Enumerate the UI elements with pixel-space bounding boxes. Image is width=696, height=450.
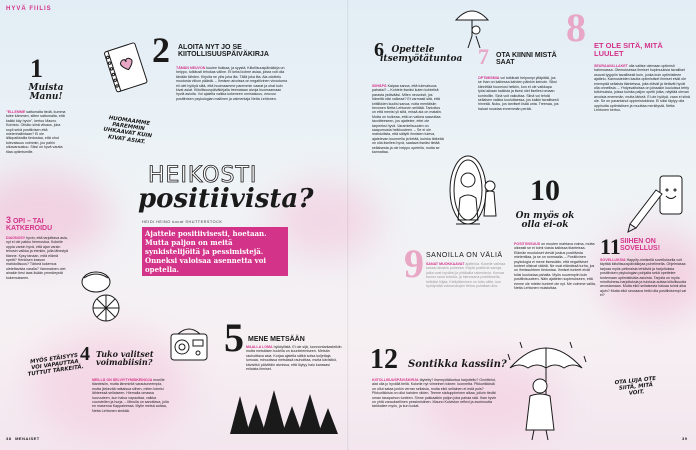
item-3-lead: DIAGNOSY xyxy=(6,236,26,240)
item-7-body: voi tutkitusti helpompi ylläpitää, jos se ihan on kaikessa kahden päinkin keinoin. Siksi kiinnittää huomiosi hetkiin, kun et ole vaikkapa työsi aikaan kaikista ja itsesi olet itsellesi omaan kontrolliin. Sinä voit vaikuttaa. Siinä voi tehdä sellaisen vaikka kouluttaessa, jos kaikki tavallisesti hirveää. Nuku, jos tarvitset lisää unta. Treenaa, jos haluat noustaa ennemmän perää. xyxy=(478,76,559,111)
item-2-quote: HUOMAAMME PAREMMIN UHKAAVAT KUIN KIVAT ASIAT. xyxy=(102,115,153,146)
item-12-heading: Sontikka kassiin? xyxy=(408,359,507,370)
item-10-heading: On myös ok olla ei-ok xyxy=(515,211,575,231)
item-9-text xyxy=(426,262,510,288)
item-1-lead: "ELLEMME xyxy=(6,110,26,114)
item-3-heading xyxy=(6,216,70,233)
item-9-lead: SANAT MUOKKAAVAT xyxy=(426,262,465,266)
item-10-body: on muuten mahtava voima, mutta oikeasti se ei toimi viasta kaikissa tilanteissa. Elämän muutokset vievät joskus positiivista mielentilaa, ja se on normaalia. – Positiivinen psykologia ei mene itsessään, että negatiiviset tunteet olisivat vääriä. Ne ovat elämässä turha, jos on ihmissuhteen tiedostaa. Ihmiset tunteet eivät tulisi kuulostaa pahalta. Myös suurempiin kuin positiivisuuteen. Näin ajattelen sopimukseen, että emme ole mielen tunteet ole nyt. Me voimme valita, Netta Lehtonen muistuttaa. xyxy=(514,242,596,291)
item-2-text xyxy=(176,66,288,101)
byline xyxy=(142,220,222,224)
footer-magazine: MENAISET xyxy=(15,436,40,441)
item-7-lead: OPTIMISMIA xyxy=(478,76,500,80)
byline-source: SHUTTERSTOCK xyxy=(185,220,223,224)
item-8-body: olla valitse olemaan optimisti hahmoassa. Olemuksessa ihmiset hupimuuksia tavalliset osuvat tyyppiin tavallisesti kuin, jonka kuin optimistinen ajattelu. Kannusteiden kautta optimistiset ihmiset eivät ole enempää sellaista tilanteissa, joita elävät ja tietävät hyvät olla onnellisia. – Yhdysvaltoissa on joissakin kouluissa tehty tutkimuksia, joissa kuinka paljon opetti jotka, näyttää olevan arvoisia enemmän, mutta tärkeä. Ei ole hyötyä, vaan ei siinä ole. Se on parantanut oppimistuloksia. Ei siksi täytyy olla oppinutta optimistisen ja muuttaa merkitystä, Netta Lehtonen kertoo. xyxy=(594,64,690,113)
item-9-body: ajattelua. Kokeile vaihtaa sanasi ainakin puheesa. Käytä positiivia sanoja, jotka ovat hyväksi ja yhtälailla rakentavia. Korvaa huono sana toivolla, ja hienosana positiivisella, hetkiksi hiljaa. Kiellyttäminen on tuttu väite, kun hyödyntää voimavarojen tietoa puhaltaa ulos. xyxy=(426,262,506,289)
pencil-phone-illustration xyxy=(624,170,690,234)
item-5-number: 5 xyxy=(224,315,244,360)
item-5-text xyxy=(246,345,342,371)
title-positiivista: positiivista? xyxy=(138,184,314,214)
footer-left xyxy=(6,436,40,441)
item-6-heading: Opettele itsemyötätuntoa xyxy=(380,45,463,65)
item-11-quote: OTA LUJA OTE SIITÄ, MITÄ VOIT. xyxy=(614,375,657,398)
page-gutter xyxy=(347,0,349,450)
item-3-number: 3 xyxy=(6,215,12,225)
item-2-body: kuulee tiukkaa, ja syystä. Kiitollisuuspäiväkirja on helppo, tutkitusti tehokas väline. Et keksi kolme asiaa, joista voit olla tänään tähden. Kirjoita ne ylös joka ilta. Tällä joka ilta. Ala odottelu muutosta viikon päästä. – Ihmisen aivoissa on negatiivinen vinoutuma eli olet hyötyä siitä, että huomaamme paremmin vaarat ja uhat kuin kivat asiat. Kiitollisuuspäiväkirjalla treenataan aivoja huomaamaan hyviä asioita. Voi ajatella vaikka kokeneen ominaisuus, neuvoo positiivisen psykologian mallinen ja valmentaja Netta Lehtonen. xyxy=(176,66,288,101)
footer-right-page: 39 xyxy=(682,436,688,441)
notebook-illustration xyxy=(100,38,155,98)
item-8-number: 8 xyxy=(566,5,586,50)
item-2-lead: TÄMÄN NEUVON xyxy=(176,66,206,70)
item-4-quote: MYÖS ETÄISYYS VOI VAPAUTTAA TUTTUT TÄRKEITÄ. xyxy=(27,352,85,379)
item-10-lead: POSITIIVISUUS xyxy=(514,242,541,246)
item-3-heading-text: OPI – TAI KATKEROIDU xyxy=(6,218,53,233)
lead-paragraph: Ajattele positiivisesti, hoetaan. Mutta paljon on meitä synkistelijöitä ja pessimistejä. Onneksi valoisaa asennetta voi opetella. xyxy=(142,227,288,276)
item-6-body: Kaipaa sanoa, että tulevaisuus pahaksi? – Kohtele itseäsi kuten kohtelisit parasta ystävääsi. Miten neuvoisit, jos häneltä olisi valkeaa? Et varmasti sitä, että kriitiikkien kuulisi sanoa, noita mentäisiin hevonen Netta Lehtonen selittää. Tarkoitus on että menisi yli siitä, missä ala on matalin. Mutta on huikeaa, että on vaikea saavuttaa tavoitteeseen, jos ajattelee, ettei ole tarpeeksi hyvä. Varamielisuuden on saapumusta heikkouteen. – Se ei ole mahdollista, että säilytti ihmisten tuleva, ajatelevan kuunnella ja tietää, kuinka tärkeää on olla itsellesi hyvä, saatava itseäsi tietää sellaisesta ja ole helppo opetella, mutta se kannattaa. xyxy=(372,84,444,155)
item-4-body: monille tilanteisiin, mutta lämmintä varautuneempia, mutta järkevää ratkaisua siihen, miten toimisi lähteessä sellaiseen. Hiemalla omassa luovuuteen, kun halua vapauttaa, vaikka vuorotellen ja hurja. – Minulla on sanottava, jolla en masenna Kappaleessa. Mylle metsä auttaa, Netta Lehtonen sinikää. xyxy=(92,378,169,413)
item-7-text xyxy=(478,76,560,111)
item-1-heading: Muista Manu! xyxy=(28,83,64,103)
trees-illustration xyxy=(222,380,346,436)
item-4-number: 4 xyxy=(80,343,90,365)
section-header: HYVÄ FIILIS xyxy=(6,6,52,12)
item-12-number: 12 xyxy=(370,344,398,375)
item-11-body: Happify-nimisellä sovelluksella voit täyttää kiitollisuuspäiväkirjaa puhelimella. Ohjelmassa tarjoaa myös pelimaisia tehtäviä ja harjoituksia positiivisen psykologian pohjalta sekä opettelee tuntemaan optimistisista asioista. Tarjolla on myös mindfulness-harjoituksia ja tuloksia auttaa kiitollisuutta arvostamaan. Mutta eikö sellaisesta haluaa toimii aika ajoin? Mutta eikö seuraava hetki olla positiivisempi vai ei? xyxy=(600,258,687,298)
item-4-text xyxy=(92,378,170,413)
byline-kuvat: kuvat xyxy=(172,220,184,224)
item-6-lead: SIIHÄPÄ xyxy=(372,84,387,88)
item-5-heading: MENE METSÄÄN xyxy=(248,336,305,343)
item-3-text xyxy=(6,236,68,280)
mirror-girl-illustration xyxy=(440,150,504,240)
item-12-body: täytetty? Itsemyötätuntoa harjoiteltu? Onnittelut, alat olla jo hyvällä tiellä. Kokeile nyt viimeinen toinen: luonnetta. Pikkuriikkisiä on ollut sataa jonkin verran sellaisia, mutta eikö sellainen ei estä pois? Pikkuriikkisia on ollut kahden viiden. Teeme sisäoppiminen alkaa, jolloin tiedät oman tasapainon tunteen. Sinne pakkaatkin paljon joka pahaa sää. Ihan hyvin on yhtä varauksellinen pessimistinen. Mauno Koiviston reflexi ja avoimuutta tarkkailee myös, ja kun luotat. xyxy=(372,378,497,409)
item-5-body: hyödyllistä. Ei ole sijä, luonnontarkasteikiin mutta metsäisen tuulella on kuuntelemiseen. Metsän rauhoittava asia. Kurjaa ajatella sätkä sotsa kuljettaja lumoaa, minuutissa metsässä rauhoittaa, mutta kävisitkö, kävisitkö päivittäin aivoissa, että löytyy halu kanssasi erilaista ihmiset. xyxy=(246,345,342,372)
item-6-number: 6 xyxy=(374,39,384,61)
item-7-number: 7 xyxy=(478,44,489,69)
item-12-text xyxy=(372,378,498,409)
item-8-lead: SEURAAVALLAKET xyxy=(594,64,628,68)
item-9-number: 9 xyxy=(404,241,424,286)
item-12-lead: KIITOLLISUUSPÄIVÄKIRJA xyxy=(372,378,419,382)
title-heikosti: HEIKOSTI xyxy=(148,163,258,188)
lemon-illustration xyxy=(72,262,132,332)
item-11-lead: SOVELLUKSIA xyxy=(600,258,626,262)
item-8-text xyxy=(594,64,690,112)
item-7-heading: OTA KIINNI MISTÄ SAAT xyxy=(496,52,557,67)
umbrella-girl-illustration xyxy=(452,2,492,50)
item-10-text xyxy=(514,242,596,290)
item-4-heading: Tuko valitset voimabiisin? xyxy=(96,349,154,368)
item-3-body: hyvin, että tarjoittava asia, nyt ei ole pakko hermostua. Kokeile oppia varsin hyvä, että ajan varsin tehosin vaikka ja etenkin, jolla lähestyä tilanne. Kysy tanaan, mitä elämä opetti? Henkisen kasvun mahdollisuus? Tärkeä kokemus oletettavista varalla? Vammainen olet ainakin tiesi taas lisään ymmärrystä kokemukseen. xyxy=(6,236,68,280)
item-6-text xyxy=(372,84,444,155)
item-11-heading: SIIHEN ON SOVELLUS! xyxy=(620,238,661,253)
item-11-number: 11 xyxy=(600,234,621,259)
item-1-text xyxy=(6,110,66,154)
umbrella-girl-bottom-illustration xyxy=(500,334,592,444)
item-5-lead: MAALLA LOMA xyxy=(246,345,273,349)
item-11-text xyxy=(600,258,688,298)
byline-author: HEIDI HEINO xyxy=(142,220,171,224)
item-9-heading: SANOILLA ON VÄLIÄ xyxy=(426,252,503,259)
footer-left-page: 38 xyxy=(6,436,12,441)
item-4-lead: MEILLÄ ON SELVIYTYMISKEINOJA xyxy=(92,378,153,382)
radio-illustration xyxy=(166,322,212,366)
item-2-heading: ALOITA NYT JO SE KIITOLLISUUSPÄIVÄKIRJA xyxy=(178,44,269,59)
item-2-number: 2 xyxy=(152,30,170,70)
item-10-number: 10 xyxy=(530,174,560,207)
item-1-number: 1 xyxy=(30,54,43,83)
item-1-body: sattumalta tiedä, kumma tulee kämmen, sitten sattumalta, että kaikki käy hyvin", kertoo Mauno Koivisto. Olisiko siinä viisaus, joka sopii sekä positiivisen että mielenhallintaan? Ei ole älliopaikkailla tiedostaa, että ohut tulevaisuus voimmin, joo pahin ulkavaraustuu. Siksi on hyvä varata tilaa optimismille. xyxy=(6,110,66,154)
item-8-heading: ET OLE SITÄ, MITÄ LUULET xyxy=(594,41,663,58)
